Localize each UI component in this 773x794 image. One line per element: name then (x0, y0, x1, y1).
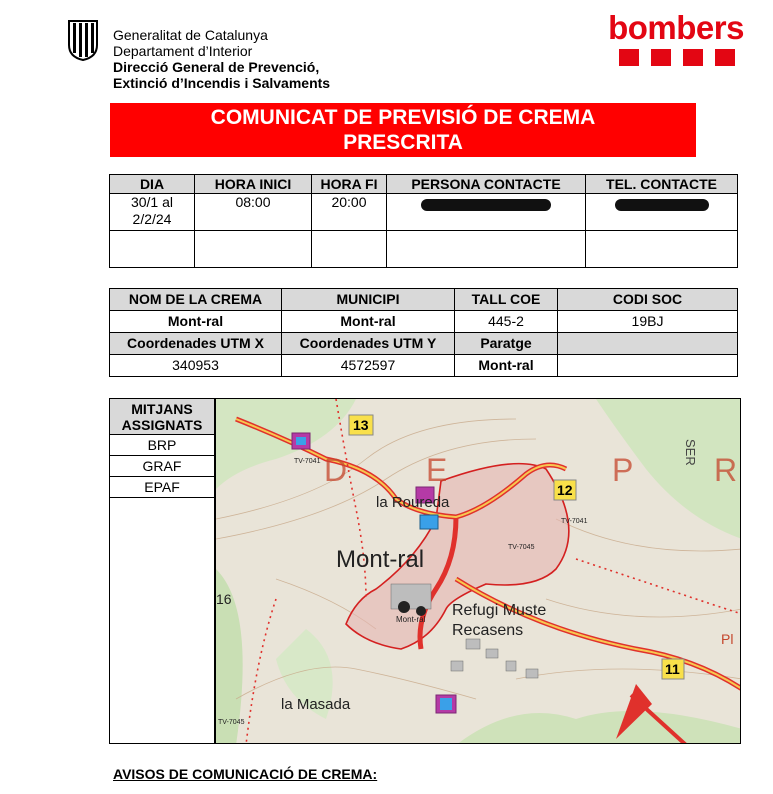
mitjans-header-line1: MITJANS (131, 401, 193, 417)
map-label-side: 16 (216, 591, 232, 607)
road-label: TV-7045 (508, 544, 535, 551)
map-label-pl: Pl (721, 631, 734, 647)
cell-tall: 445-2 (455, 311, 558, 333)
km-marker-11: 11 (665, 661, 680, 677)
title-line2: PRESCRITA (343, 131, 463, 154)
cell-paratge: Mont-ral (455, 355, 558, 377)
gen-line4: Extinció d’Incendis i Salvaments (113, 75, 331, 91)
bombers-wordmark: bombers (608, 9, 744, 46)
redacted-block (615, 199, 709, 211)
mitjans-panel (109, 398, 215, 744)
generalitat-logo-icon (66, 19, 100, 61)
bombers-squares-icon (608, 49, 746, 66)
col-hora-inici: HORA INICI (195, 175, 312, 194)
schedule-table (109, 174, 738, 268)
cell-persona (387, 194, 586, 231)
bombers-logo (606, 11, 746, 66)
gen-line1: Generalitat de Catalunya (113, 27, 268, 43)
redacted-block (421, 199, 551, 211)
cell-hora-inici: 08:00 (195, 194, 312, 231)
empty-cell (558, 355, 738, 377)
col-telefon: TEL. CONTACTE (586, 175, 738, 194)
cell-telefon (586, 194, 738, 231)
empty-cell (387, 231, 586, 268)
col-utmx: Coordenades UTM X (110, 333, 282, 355)
empty-cell (586, 231, 738, 268)
col-dia: DIA (110, 175, 195, 194)
grid-letter-e: E (426, 452, 448, 488)
avisos-heading: AVISOS DE COMUNICACIÓ DE CREMA: (113, 766, 378, 782)
map-label-town-small: Mont-ral (396, 615, 426, 624)
mitjans-item: GRAF (110, 456, 214, 477)
cell-utmx: 340953 (110, 355, 282, 377)
km-marker-13: 13 (353, 417, 369, 433)
col-nom: NOM DE LA CREMA (110, 289, 282, 311)
mitjans-header-line2: ASSIGNATS (121, 417, 203, 433)
col-codi: CODI SOC (558, 289, 738, 311)
col-hora-fi: HORA FI (312, 175, 387, 194)
empty-cell (195, 231, 312, 268)
cell-dia: 30/1 al 2/2/24 (110, 194, 195, 231)
generalitat-text (113, 27, 330, 91)
km-marker-12: 12 (557, 482, 573, 498)
road-label: TV-7041 (294, 458, 321, 465)
empty-cell (312, 231, 387, 268)
title-banner (110, 103, 696, 157)
col-persona: PERSONA CONTACTE (387, 175, 586, 194)
map-label-ser: SER (683, 439, 698, 466)
mitjans-header (110, 399, 214, 435)
gen-line3: Direcció General de Prevenció, (113, 59, 320, 75)
col-tall: TALL COE (455, 289, 558, 311)
empty-cell (110, 231, 195, 268)
map-label-refugi2: Recasens (452, 622, 524, 639)
mitjans-item: EPAF (110, 477, 214, 498)
col-utmy: Coordenades UTM Y (282, 333, 455, 355)
gen-line2: Departament d’Interior (113, 43, 253, 59)
grid-letter-r: R (714, 452, 738, 488)
cell-codi: 19BJ (558, 311, 738, 333)
map-label-refugi1: Refugi Muste (452, 602, 547, 619)
col-paratge: Paratge (455, 333, 558, 355)
mitjans-item: BRP (110, 435, 214, 456)
grid-letter-p: P (612, 452, 634, 488)
burn-map (215, 398, 741, 744)
map-label-masada: la Masada (281, 696, 351, 713)
cell-utmy: 4572597 (282, 355, 455, 377)
col-municipi: MUNICIPI (282, 289, 455, 311)
cell-nom: Mont-ral (110, 311, 282, 333)
topographic-map (216, 399, 741, 744)
title-line1: COMUNICAT DE PREVISIÓ DE CREMA (210, 106, 596, 129)
burn-table (109, 288, 738, 377)
cell-hora-fi: 20:00 (312, 194, 387, 231)
cell-municipi: Mont-ral (282, 311, 455, 333)
road-label: TV-7045 (218, 719, 245, 726)
road-label: TV-7041 (561, 518, 588, 525)
map-label-town: Mont-ral (336, 546, 425, 573)
map-label-hamlet: la Roureda (376, 494, 450, 511)
empty-cell (558, 333, 738, 355)
grid-letter-d: D (324, 452, 348, 488)
